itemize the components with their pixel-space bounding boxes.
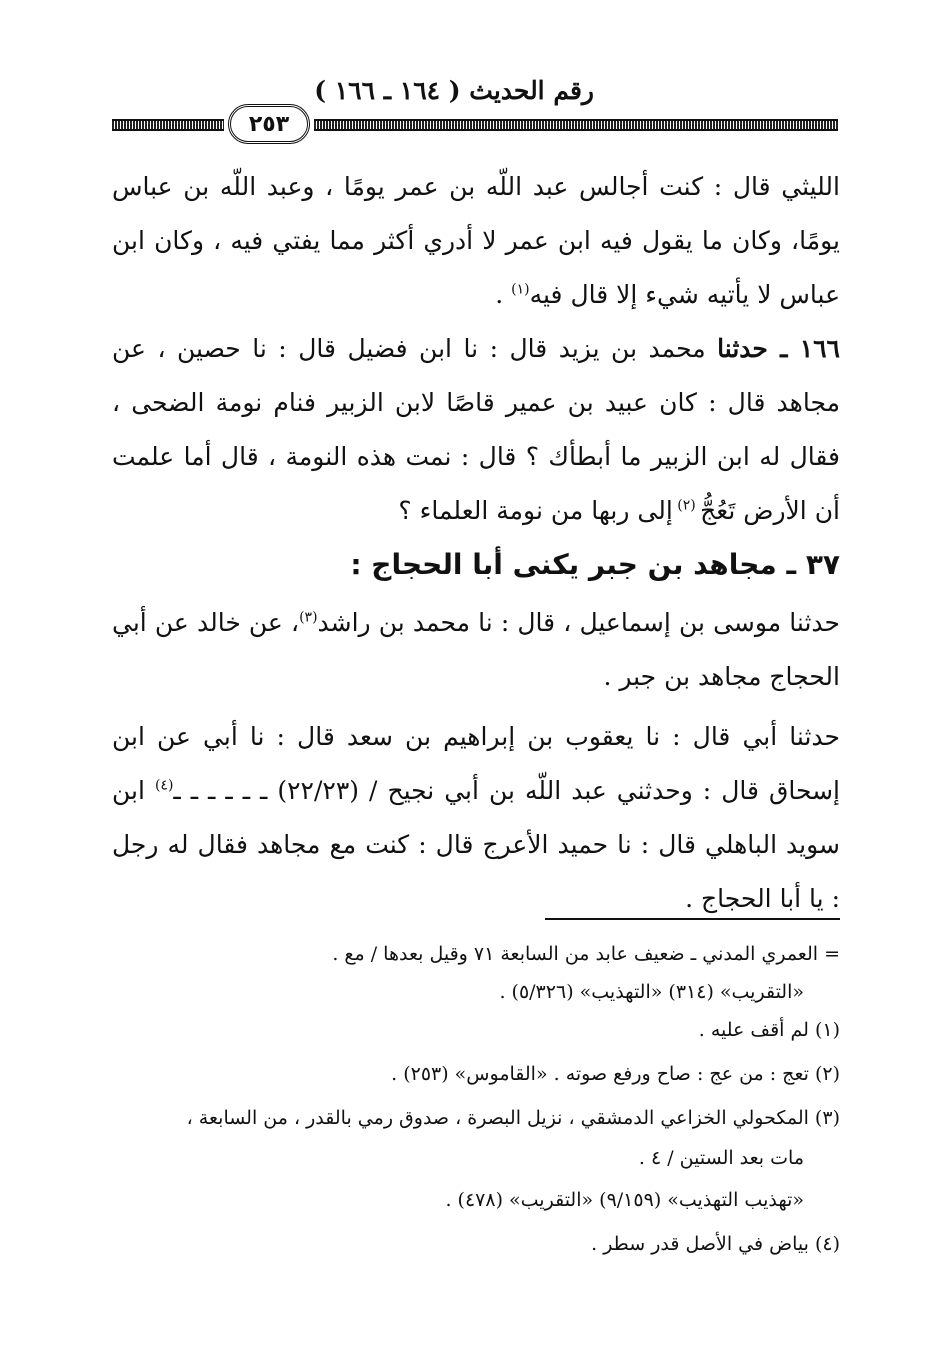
footnote-continued-line: «التقريب» (٣١٤) «التهذيب» (٥/٣٢٦) .: [499, 981, 804, 1003]
footnote-3-continued: مات بعد الستين / ٤ .: [638, 1147, 804, 1169]
hadith-text-end: إلى ربها من نومة العلماء ؟: [398, 496, 673, 525]
footnote-3: (٣) المكحولي الخزاعي الدمشقي ، نزيل البصرة ، صدوق رمي بالقدر ، من السابعة ،: [186, 1107, 840, 1129]
footnote-ref[interactable]: (٣): [299, 609, 318, 626]
footnote-ref[interactable]: (١): [511, 281, 530, 298]
hadith-166: [112, 322, 840, 538]
footnote-ref[interactable]: (٤): [154, 777, 174, 794]
page-header-title: رقم الحديث ( ١٦٤ ـ ١٦٦ ): [314, 76, 594, 105]
paragraph-continuation: [112, 160, 840, 322]
footnote-ref[interactable]: (٢): [672, 497, 701, 514]
paragraph-text-end: ابن سويد الباهلي قال : نا حميد الأعرج قال : كنت مع مجاهد فقال له رجل : يا أبا الحجاج .: [112, 776, 840, 913]
paragraph-isnad-1: [112, 596, 840, 704]
page-number-badge: [228, 104, 310, 144]
header-ornament-left: [112, 119, 224, 131]
paragraph-text: حدثنا موسى بن إسماعيل ، قال : نا محمد بن راشد: [317, 608, 840, 637]
section-heading: ٣٧ ـ مجاهد بن جبر يكنى أبا الحجاج :: [350, 548, 840, 581]
paragraph-text: الليثي قال : كنت أجالس عبد اللّه بن عمر يومًا ، وعبد اللّه بن عباس يومًا، وكان ما يقول فيه ابن عمر لا أدري أكثر مما يفتي فيه ، وكان ابن عباس لا يأتيه شيء إلا قال فيه: [112, 172, 840, 309]
footnote-separator: [545, 918, 840, 920]
paragraph-text: حدثنا أبي قال : نا يعقوب بن إبراهيم بن سعد قال : نا أبي عن ابن إسحاق قال : وحدثني عبد اللّه بن أبي نجيح / (٢٢/٢٣) ـ ـ ـ ـ ـ ـ: [112, 722, 840, 805]
paragraph-isnad-2: [112, 710, 840, 926]
hadith-number: ١٦٦ ـ حدثنا: [717, 334, 840, 363]
footnote-continued-line: = العمري المدني ـ ضعيف عابد من السابعة ٧١ وقيل بعدها / مع .: [332, 943, 840, 965]
footnote-4: (٤) بياض في الأصل قدر سطر .: [591, 1233, 840, 1255]
paragraph-text-end: ، عن خالد عن أبي الحجاج مجاهد بن جبر .: [112, 608, 840, 691]
header-ornament-right: [314, 119, 838, 131]
hadith-text: محمد بن يزيد قال : نا ابن فضيل قال : نا حصين ، عن مجاهد قال : كان عبيد بن عمير قاصًا لابن الزبير فنام نومة الضحى ، فقال له ابن الزبير ما أبطأك ؟ قال : نمت هذه النومة ، قال أما علمت أن الأرض تَعُجُّ: [112, 334, 840, 525]
page-number: ٢٥٣: [248, 111, 290, 137]
footnote-3-continued: «تهذيب التهذيب» (٩/١٥٩) «التقريب» (٤٧٨) .: [445, 1189, 804, 1211]
paragraph-text-end: .: [495, 280, 512, 309]
footnote-1: (١) لم أقف عليه .: [698, 1019, 840, 1041]
footnote-2: (٢) تعج : من عج : صاح ورفع صوته . «القاموس» (٢٥٣) .: [391, 1063, 840, 1085]
